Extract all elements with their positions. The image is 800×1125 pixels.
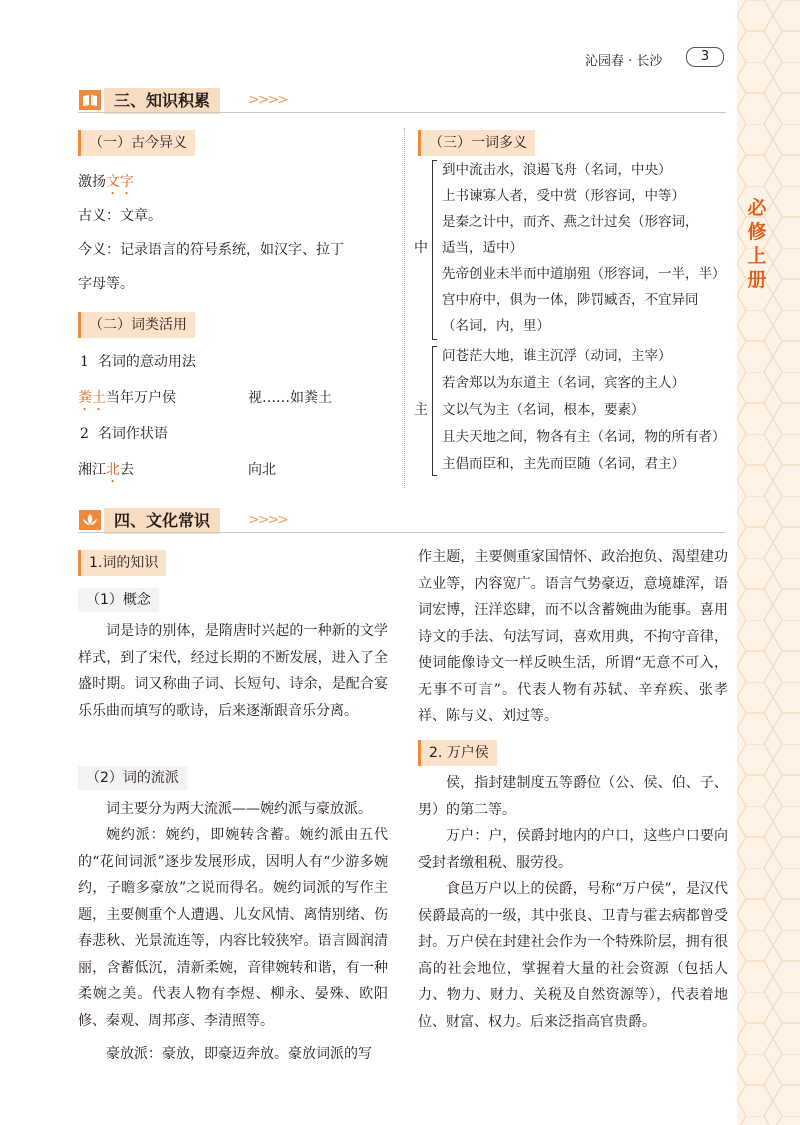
gainian-paragraph: 词是诗的别体，是隋唐时兴起的一种新的文学样式，到了宋代，经过长期的不断发展，进入了全盛时期。词又称曲子词、长短句、诗余，是配合宴乐乐曲而填写的歌诗，后来逐渐跟音乐分离。 [78,623,388,719]
example-rest: 去 [120,462,134,478]
gujin-gu: 古义：文章。 [78,208,162,224]
liupai-haofang: 豪放派：豪放，即豪迈奔放。豪放词派的写 [106,1046,372,1062]
volume-char: 修 [747,221,767,243]
liupai-intro: 词主要分为两大流派——婉约派与豪放派。 [106,801,372,817]
gujin-word [78,172,134,198]
example-pre: 湘江 [78,462,106,478]
zhong-line: 先帝创业未半而中道崩殂（形容词，一半，半） [442,266,726,282]
brace-zhong [432,160,437,340]
zhu-line: 文以气为主（名词，根本，要素） [442,402,645,418]
item-label: 名词的意动用法 [97,354,196,370]
polysemy-char-zhong: 中 [414,240,428,256]
example-rest: 当年万户侯 [106,390,176,406]
cilei-example2 [78,460,134,486]
book-icon [78,88,102,112]
zhong-line: 是秦之计中，而齐、燕之计过矣（形容词， [442,214,699,230]
side-band [737,0,800,1125]
subsection-tag-gujin: （一）古今异义 [78,130,195,156]
numbered-tag-gainian: （1）概念 [78,588,159,612]
section-title: 四、文化常识 [104,508,220,534]
column-divider [404,128,405,488]
item-number: 1 [80,354,89,370]
zhong-line: 到中流击水，浪遏飞舟（名词，中央） [442,162,672,178]
volume-char: 必 [747,197,767,219]
hexagon-pattern [737,0,800,1125]
gujin-word-dotted: 文字 [106,174,134,190]
gujin-jin-line1: 今义：记录语言的符号系统，如汉字、拉丁 [78,242,344,258]
chevrons-icon: >>>> [248,92,287,108]
wanhu-p1: 侯，指封建制度五等爵位（公、侯、伯、子、男）的第二等。 [418,775,728,818]
example-dotted: 粪土 [78,390,106,406]
zhong-line: （名词，内，里） [442,318,550,334]
volume-char: 册 [747,269,767,291]
subsection-tag-yici: （三）一词多义 [418,130,535,156]
liupai-wanyue: 婉约派：婉约，即婉转含蓄。婉约派由五代的“花间词派”逐步发展形成，因明人有“少游多婉约，子瞻多豪放”之说而得名。婉约词派的写作主题，主要侧重个人遭遇、儿女风情、离情别绪、伤春悲秋、光景流连等，内容比较狭窄。语言圆润清丽，含蓄低沉，清新柔婉，音律婉转和谐，有一种柔婉之美。代表人物有李煜、柳永、晏殊、欧阳修、秦观、周邦彦、李清照等。 [78,827,388,1029]
zhu-line: 且夫天地之间，物各有主（名词，物的所有者） [442,429,726,445]
section-header-culture [78,508,728,534]
haofang-continued: 作主题，主要侧重家国情怀、政治抱负、渴望建功立业等，内容宽广。语言气势豪迈，意境雄浑，语词宏博，汪洋恣肆，而不以含蓄婉曲为能事。喜用诗文的手法、句法写词，喜欢用典，不拘守音律，使词能像诗文一样反映生活，所谓“无意不可入，无事不可言”。代表人物有苏轼、辛弃疾、张孝祥、陈与义、刘过等。 [418,549,728,724]
wanhu-p2: 万户：户，侯爵封地内的户口，这些户口要向受封者缴租税、服劳役。 [418,828,728,871]
volume-label [744,196,770,292]
zhu-line: 主倡而臣和，主先而臣随（名词，君主） [442,456,685,472]
zhong-line: 宫中府中，俱为一体，陟罚臧否，不宜异同 [442,292,699,308]
running-title: 沁园春 · 长沙 [585,54,663,69]
cilei-item2 [80,424,168,444]
numbered-tag-liupai: （2）词的流派 [78,766,187,790]
item-label: 名词作状语 [97,426,168,442]
volume-char: 上 [747,245,767,267]
subsection-tag-ci: 1.词的知识 [78,550,166,576]
page-number: 3 [686,47,724,67]
zhong-line: 适当，适中） [442,240,523,256]
polysemy-char-zhu: 主 [414,402,428,418]
example-dotted: 北 [106,462,120,478]
subsection-tag-wanhu: 2. 万户侯 [418,740,497,766]
cilei-item1 [80,352,196,372]
lotus-icon [78,508,102,532]
cilei-example1 [78,388,176,414]
cilei-note1: 视……如粪土 [248,390,332,406]
zhong-line: 上书谏寡人者，受中赏（形容词，中等） [442,188,685,204]
gujin-jin-line2: 字母等。 [78,276,134,292]
zhu-line: 问苍茫大地，谁主沉浮（动词，主宰） [442,348,672,364]
zhu-line: 若舍郑以为东道主（名词，宾客的主人） [442,375,685,391]
section-rule [78,112,726,113]
subsection-tag-cilei: （二）词类活用 [78,312,195,338]
cilei-note2: 向北 [248,462,276,478]
gujin-word-pre: 激扬 [78,174,106,190]
section-header-knowledge [78,88,728,114]
brace-zhu [432,346,437,476]
section-title: 三、知识积累 [104,88,220,114]
section-rule [78,532,726,533]
wanhu-p3: 食邑万户以上的侯爵，号称“万户侯”，是汉代侯爵最高的一级，其中张良、卫青与霍去病都曾受封。万户侯在封建社会作为一个特殊阶层，拥有很高的社会地位，掌握着大量的社会资源（包括人力、物力、财力、关税及自然资源等），代表着地位、财富、权力。后来泛指高官贵爵。 [418,881,728,1030]
chevrons-icon: >>>> [248,512,287,528]
item-number: 2 [80,426,89,442]
